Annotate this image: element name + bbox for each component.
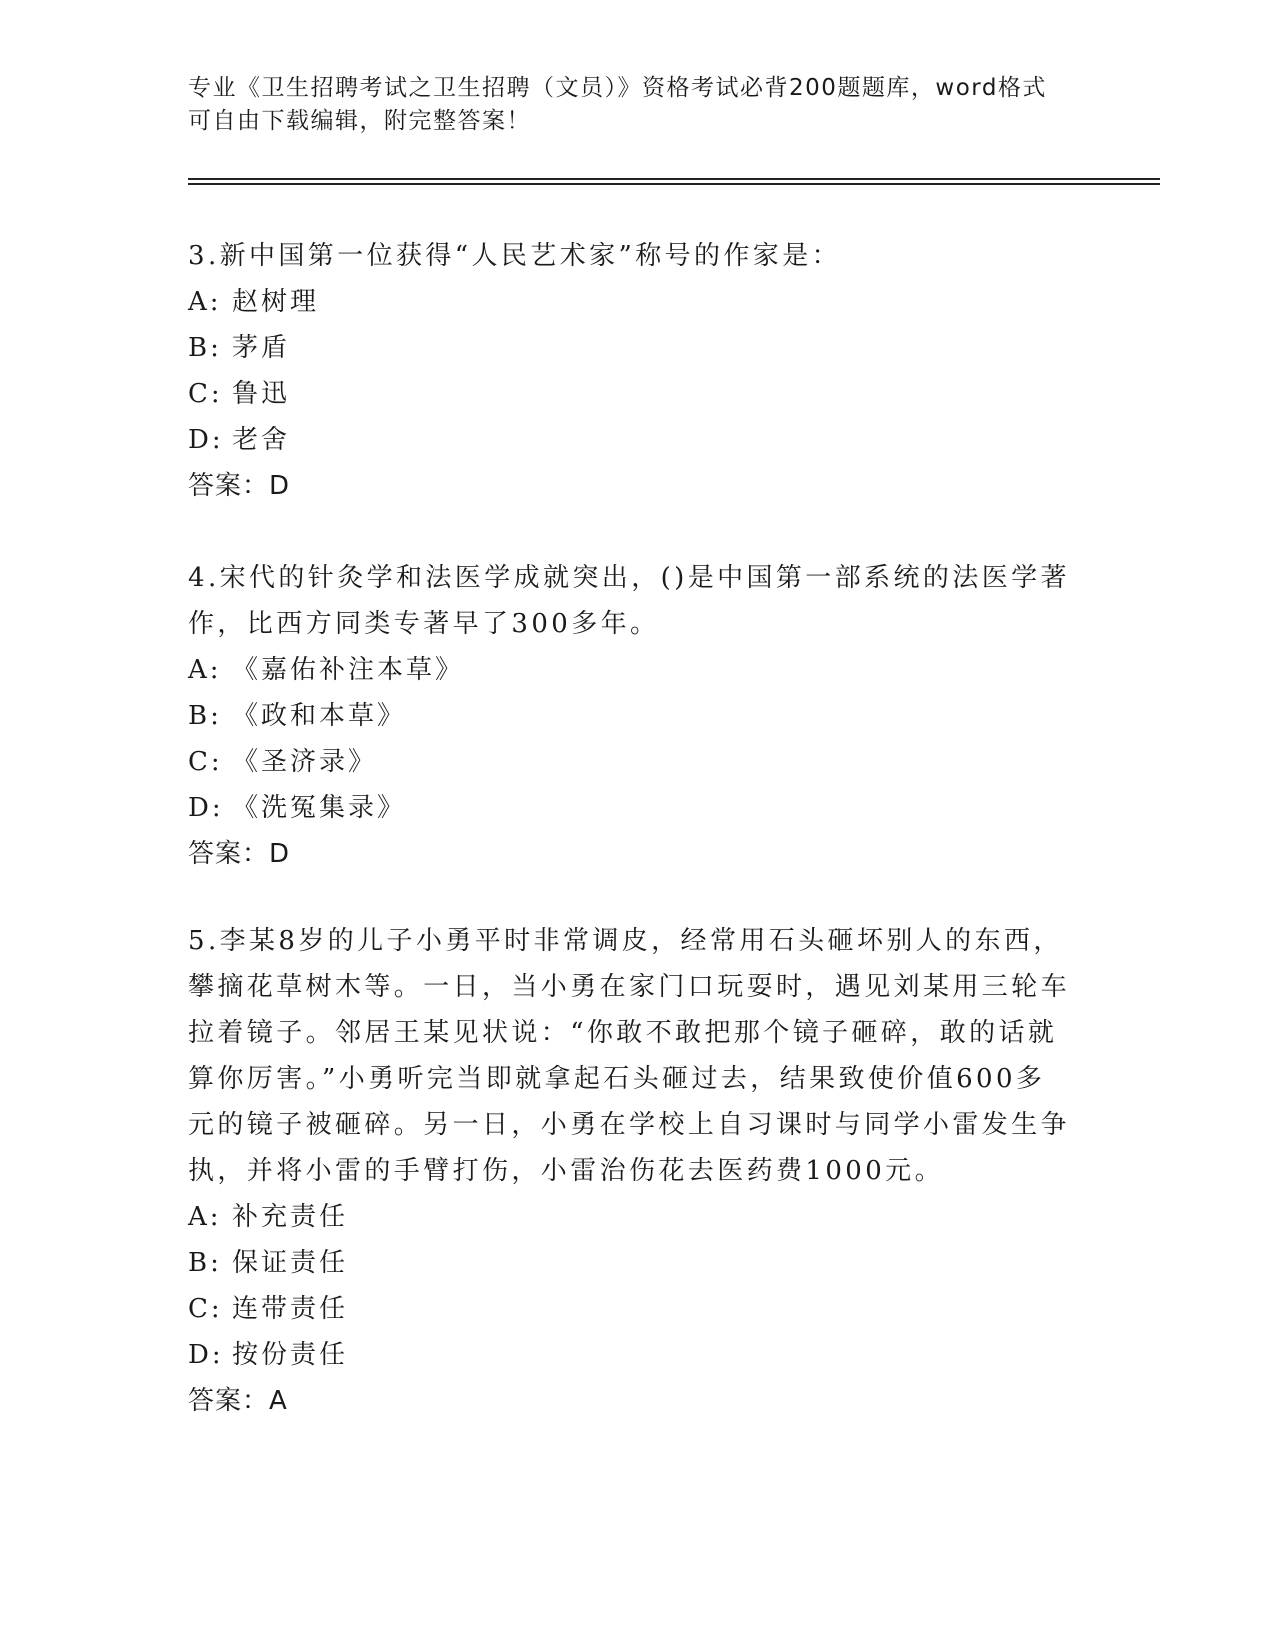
- option-text: 鲁迅: [232, 379, 291, 409]
- option-text: 《嘉佑补注本草》: [232, 655, 465, 685]
- option-letter: D:: [188, 793, 224, 823]
- answer-line: 答案：A: [188, 1386, 288, 1416]
- option-b: [188, 325, 1068, 371]
- option-letter: C:: [188, 747, 223, 777]
- question-text-line: 作，比西方同类专著早了300多年。: [188, 609, 660, 639]
- option-text: 连带责任: [232, 1294, 349, 1324]
- option-letter: C:: [188, 379, 223, 409]
- option-letter: B:: [188, 333, 222, 363]
- question-text-line: 3.新中国第一位获得“人民艺术家”称号的作家是：: [188, 241, 841, 271]
- option-c: [188, 1286, 1068, 1332]
- option-d: [188, 1332, 1068, 1378]
- option-text: 老舍: [232, 425, 291, 455]
- option-letter: B:: [188, 1248, 222, 1278]
- question-5: [188, 918, 1071, 1424]
- header-divider-bottom: [188, 183, 1160, 185]
- option-letter: A:: [188, 1202, 222, 1232]
- answer-line: 答案：D: [188, 471, 291, 501]
- option-b: [188, 693, 1068, 739]
- option-text: 《圣济录》: [232, 747, 378, 777]
- option-d: [188, 417, 1068, 463]
- option-letter: A:: [188, 655, 222, 685]
- option-b: [188, 1240, 1068, 1286]
- option-text: 《洗冤集录》: [232, 793, 407, 823]
- option-c: [188, 739, 1068, 785]
- question-text-line: 4.宋代的针灸学和法医学成就突出，()是中国第一部系统的法医学著: [188, 563, 1070, 593]
- option-letter: D:: [188, 425, 224, 455]
- answer-line: 答案：D: [188, 839, 291, 869]
- option-c: [188, 371, 1068, 417]
- header-line-1: 专业《卫生招聘考试之卫生招聘（文员）》资格考试必背200题题库，word格式: [188, 75, 1047, 101]
- option-letter: D:: [188, 1340, 224, 1370]
- header-line-2: 可自由下载编辑，附完整答案！: [188, 108, 531, 134]
- question-4: [188, 555, 1068, 877]
- option-text: 按份责任: [232, 1340, 349, 1370]
- option-text: 补充责任: [232, 1202, 349, 1232]
- header-divider-top: [188, 178, 1160, 180]
- question-3: [188, 233, 1068, 509]
- option-letter: A:: [188, 287, 222, 317]
- option-letter: C:: [188, 1294, 223, 1324]
- question-text-line: 攀摘花草树木等。一日，当小勇在家门口玩耍时，遇见刘某用三轮车: [188, 972, 1071, 1002]
- option-a: [188, 647, 1068, 693]
- question-text-line: 元的镜子被砸碎。另一日，小勇在学校上自习课时与同学小雷发生争: [188, 1110, 1071, 1140]
- question-text-line: 拉着镜子。邻居王某见状说：“你敢不敢把那个镜子砸碎，敢的话就: [188, 1018, 1058, 1048]
- question-text-line: 算你厉害。”小勇听完当即就拿起石头砸过去，结果致使价值600多: [188, 1064, 1046, 1094]
- option-d: [188, 785, 1068, 831]
- document-header: [188, 72, 1088, 138]
- question-text-line: 5.李某8岁的儿子小勇平时非常调皮，经常用石头砸坏别人的东西，: [188, 926, 1063, 956]
- option-text: 茅盾: [232, 333, 291, 363]
- question-text-line: 执，并将小雷的手臂打伤，小雷治伤花去医药费1000元。: [188, 1156, 944, 1186]
- option-text: 保证责任: [232, 1248, 349, 1278]
- option-text: 《政和本草》: [232, 701, 407, 731]
- option-text: 赵树理: [232, 287, 320, 317]
- option-a: [188, 1194, 1068, 1240]
- option-letter: B:: [188, 701, 222, 731]
- option-a: [188, 279, 1068, 325]
